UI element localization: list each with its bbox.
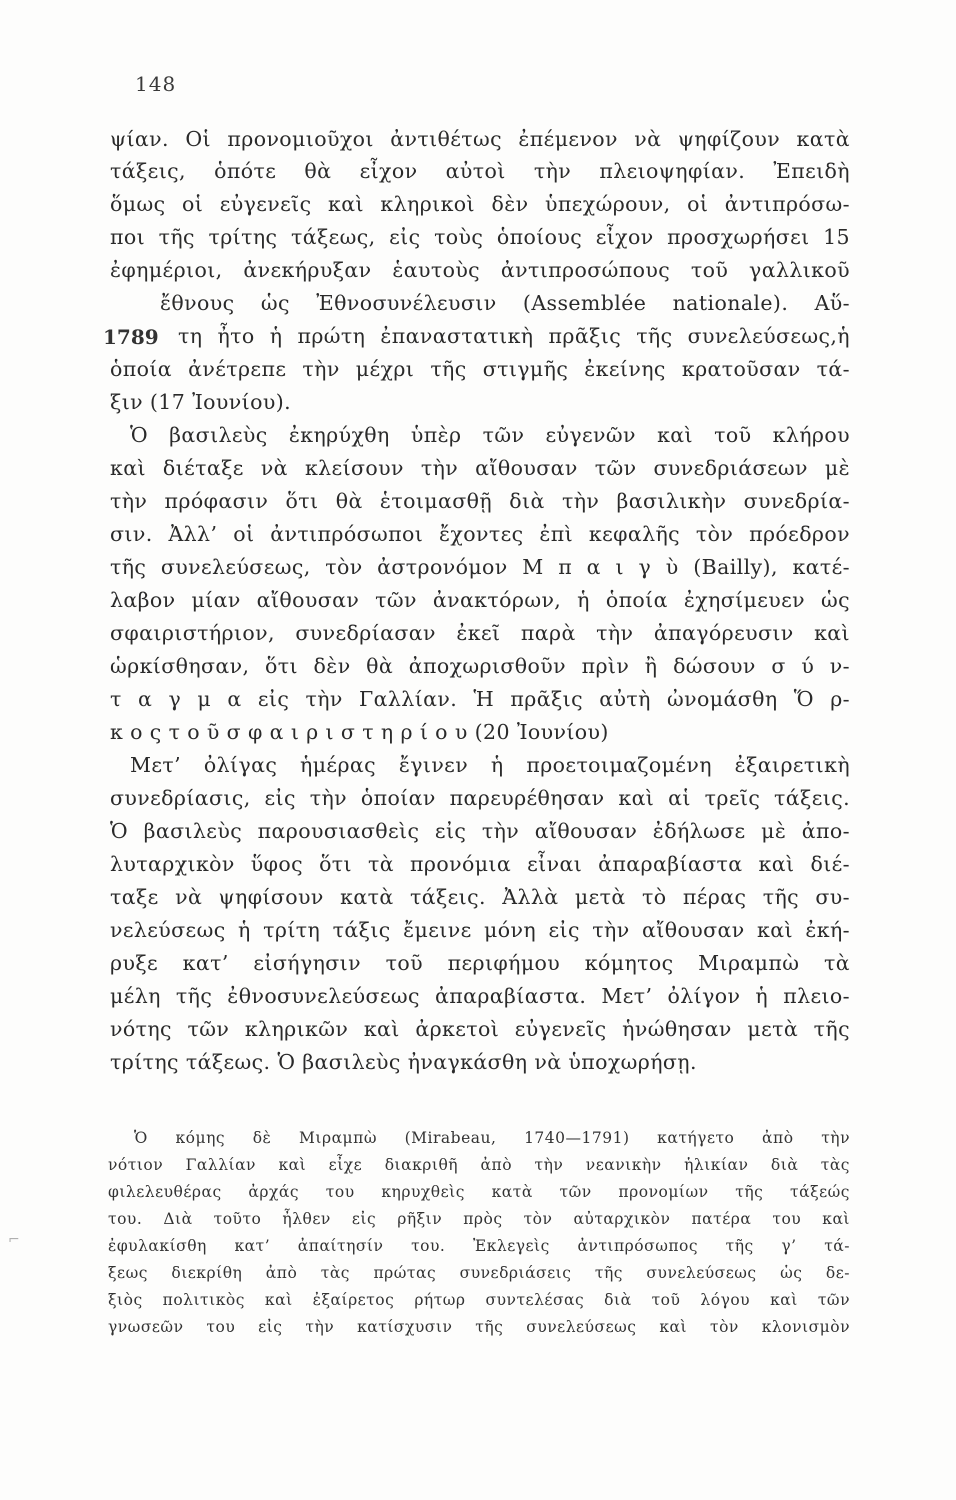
body-line: ψίαν. Οἱ προνομιοῦχοι ἀντιθέτως ἐπέμενον νὰ ψηφίζουν κατὰ (110, 127, 850, 151)
body-line: ἔθνους ὡς Ἐθνοσυνέλευσιν (Assemblée nationale). Αὕ- (160, 291, 850, 315)
body-line: ταξε νὰ ψηφίσουν κατὰ τάξεις. Ἀλλὰ μετὰ τὸ πέρας τῆς συ- (110, 885, 850, 909)
footnote-line: ἐφυλακίσθη κατ’ ἀπαίτησίν του. Ἐκλεγεὶς ἀντιπρόσωπος τῆς γ’ τά- (108, 1237, 850, 1255)
footnote-line: φιλελευθέρας ἀρχάς του κηρυχθεὶς κατὰ τῶν προνομίων τῆς τάξεώς (108, 1183, 850, 1201)
body-line: ὡρκίσθησαν, ὅτι δὲν θὰ ἀποχωρισθοῦν πρὶν ἢ δώσουν σ ύ ν- (110, 654, 850, 678)
body-line: σιν. Ἀλλ’ οἱ ἀντιπρόσωποι ἔχοντες ἐπὶ κεφαλῆς τὸν πρόεδρον (110, 522, 850, 546)
footnote-line: γνωσεῶν του εἰς τὴν κατίσχυσιν τῆς συνελεύσεως καὶ τὸν κλονισμὸν (108, 1318, 850, 1336)
body-line: νότης τῶν κληρικῶν καὶ ἀρκετοὶ εὐγενεῖς ἡνώθησαν μετὰ τῆς (110, 1017, 850, 1041)
body-line: Μετ’ ὀλίγας ἡμέρας ἔγινεν ἡ προετοιμαζομένη ἐξαιρετικὴ (130, 753, 850, 777)
body-line: συνεδρίασις, εἰς τὴν ὁποίαν παρευρέθησαν καὶ αἱ τρεῖς τάξεις. (110, 786, 850, 810)
footnote-line: του. Διὰ τοῦτο ἦλθεν εἰς ρῆξιν πρὸς τὸν αὐταρχικὸν πατέρα του καὶ (108, 1210, 850, 1228)
body-line: σφαιριστήριον, συνεδρίασαν ἐκεῖ παρὰ τὴν ἀπαγόρευσιν καὶ (110, 621, 850, 645)
body-line: τρίτης τάξεως. Ὁ βασιλεὺς ἠναγκάσθη νὰ ὑποχωρήσῃ. (110, 1050, 697, 1074)
body-line: τάξεις, ὁπότε θὰ εἶχον αὐτοὶ τὴν πλειοψηφίαν. Ἐπειδὴ (110, 159, 850, 183)
body-line: λυταρχικὸν ὕφος ὅτι τὰ προνόμια εἶναι ἀπαραβίαστα καὶ διέ- (110, 852, 850, 876)
body-line: κ ο ς τ ο ῦ σ φ α ι ρ ι σ τ η ρ ί ο υ (20 Ἰουνίου) (110, 720, 609, 744)
footnote-line: Ὁ κόμης δὲ Μιραμπὼ (Mirabeau, 1740—1791) κατήγετο ἀπὸ τὴν (134, 1129, 850, 1147)
body-line: μέλη τῆς ἐθνοσυνελεύσεως ἀπαραβίαστα. Μετ’ ὀλίγον ἡ πλειο- (110, 984, 850, 1008)
page-number: 148 (135, 72, 177, 96)
body-line: τ α γ μ α εἰς τὴν Γαλλίαν. Ἡ πρᾶξις αὐτὴ ὠνομάσθη Ὅ ρ- (110, 687, 850, 711)
body-line: ρυξε κατ’ εἰσήγησιν τοῦ περιφήμου κόμητος Μιραμπὼ τὰ (110, 951, 850, 975)
body-line: Ὁ βασιλεὺς παρουσιασθεὶς εἰς τὴν αἴθουσαν ἐδήλωσε μὲ ἀπο- (110, 819, 850, 843)
body-line: ξιν (17 Ἰουνίου). (110, 390, 292, 414)
body-line: τη ἦτο ἡ πρώτη ἐπαναστατικὴ πρᾶξις τῆς συνελεύσεως,ἡ (178, 324, 850, 348)
margin-mark: ⌐ (8, 1232, 20, 1248)
body-line: ὁποία ἀνέτρεπε τὴν μέχρι τῆς στιγμῆς ἐκείνης κρατοῦσαν τά- (110, 357, 850, 381)
body-line: νελεύσεως ἡ τρίτη τάξις ἔμεινε μόνη εἰς τὴν αἴθουσαν καὶ ἐκή- (110, 918, 850, 942)
body-line: ποι τῆς τρίτης τάξεως, εἰς τοὺς ὁποίους εἶχον προσχωρήσει 15 (110, 225, 850, 249)
body-line: Ὁ βασιλεὺς ἐκηρύχθη ὑπὲρ τῶν εὐγενῶν καὶ τοῦ κλήρου (130, 423, 850, 447)
body-line: ὅμως οἱ εὐγενεῖς καὶ κληρικοὶ δὲν ὑπεχώρουν, οἱ ἀντιπρόσω- (110, 192, 850, 216)
body-line: καὶ διέταξε νὰ κλείσουν τὴν αἴθουσαν τῶν συνεδριάσεων μὲ (110, 456, 850, 480)
footnote-line: ξιὸς πολιτικὸς καὶ ἐξαίρετος ρήτωρ συντελέσας διὰ τοῦ λόγου καὶ τῶν (108, 1291, 850, 1309)
body-line: ἐφημέριοι, ἀνεκήρυξαν ἑαυτοὺς ἀντιπροσώπους τοῦ γαλλικοῦ (110, 258, 850, 282)
margin-year-note: 1789 (103, 325, 159, 349)
footnote-line: νότιον Γαλλίαν καὶ εἶχε διακριθῆ ἀπὸ τὴν νεανικὴν ἡλικίαν διὰ τὰς (108, 1156, 850, 1174)
body-line: τῆς συνελεύσεως, τὸν ἀστρονόμον Μ π α ι γ ὺ (Bailly), κατέ- (110, 555, 850, 579)
body-line: τὴν πρόφασιν ὅτι θὰ ἑτοιμασθῇ διὰ τὴν βασιλικὴν συνεδρία- (110, 489, 850, 513)
body-line: λαβον μίαν αἴθουσαν τῶν ἀνακτόρων, ἡ ὁποία ἐχησίμευεν ὡς (110, 588, 850, 612)
footnote-line: ξεως διεκρίθη ἀπὸ τὰς πρώτας συνεδριάσεις τῆς συνελεύσεως ὡς δε- (108, 1264, 850, 1282)
